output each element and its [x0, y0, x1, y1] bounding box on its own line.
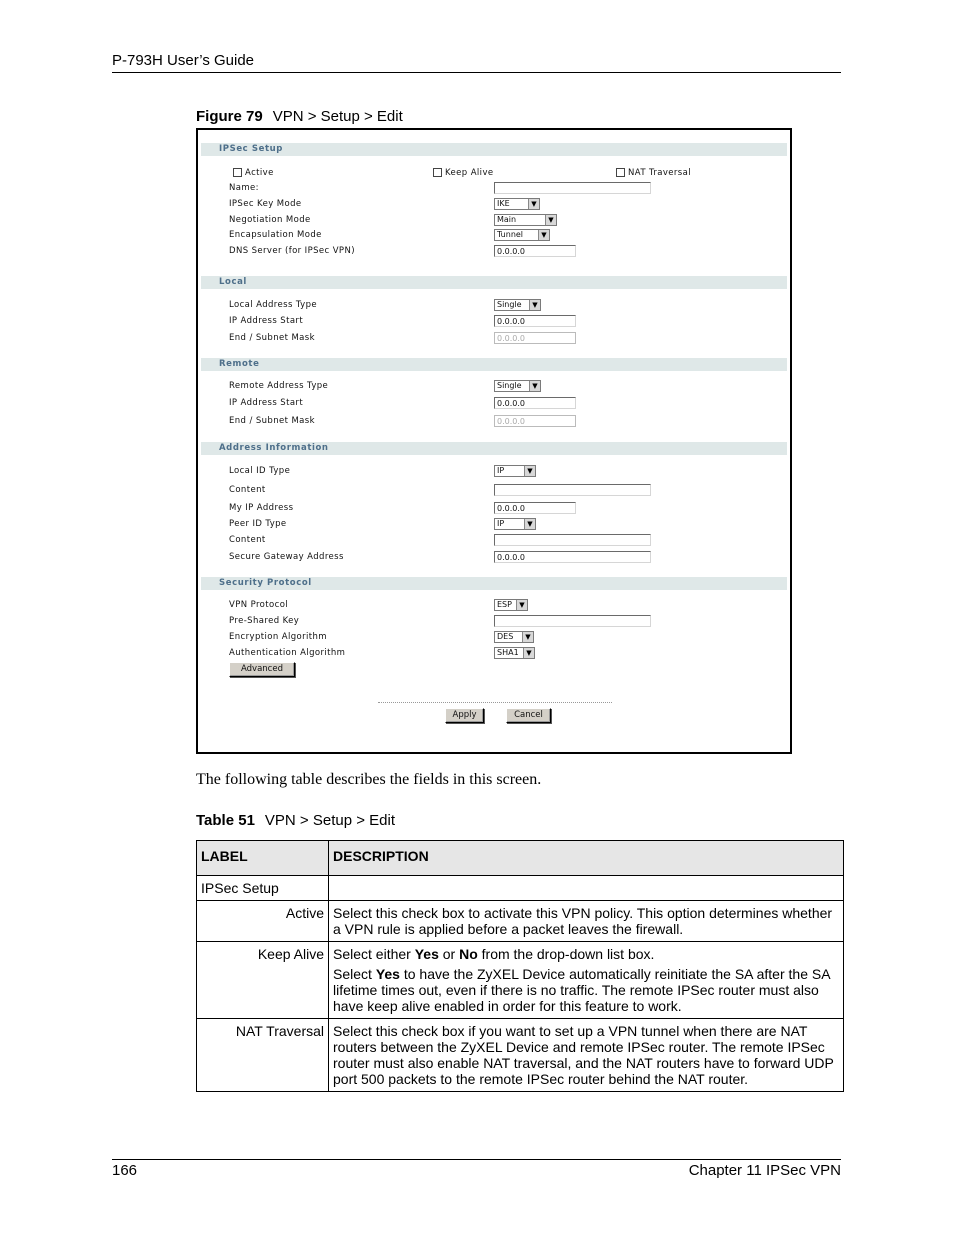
- row-description: Select this check box if you want to set up a VPN tunnel when there are NAT routers between the ZyXEL Device and remote IPSec router. The remote IPSec router must also enable NAT traversal, and the NAT routers have to forward UDP port 500 packets to the remote IPSec router behind the NAT router.: [329, 1019, 844, 1092]
- header-rule: [112, 72, 841, 73]
- remote-ip-start-input[interactable]: 0.0.0.0: [494, 397, 576, 409]
- table-title: VPN > Setup > Edit: [264, 812, 395, 829]
- vpn-protocol-select[interactable]: ESP ▼: [494, 599, 528, 611]
- dns-server-input[interactable]: 0.0.0.0: [494, 245, 576, 257]
- secure-gateway-input[interactable]: 0.0.0.0: [494, 551, 651, 563]
- table-row: [197, 942, 844, 1019]
- table-caption: [196, 812, 395, 829]
- local-content-label: Content: [229, 485, 266, 495]
- local-id-type-select[interactable]: IP ▼: [494, 465, 536, 477]
- header-description: DESCRIPTION: [329, 841, 844, 876]
- section-remote: Remote: [201, 358, 787, 371]
- encapsulation-mode-label: Encapsulation Mode: [229, 230, 322, 240]
- apply-button[interactable]: Apply: [445, 708, 484, 723]
- footer-rule: [112, 1159, 841, 1160]
- local-content-input[interactable]: [494, 484, 651, 496]
- peer-id-type-label: Peer ID Type: [229, 519, 287, 529]
- vpn-edit-screenshot: [196, 128, 792, 754]
- vpn-protocol-label: VPN Protocol: [229, 600, 289, 610]
- remote-address-type-select[interactable]: Single ▼: [494, 380, 541, 392]
- table-row: [197, 1019, 844, 1092]
- active-checkbox[interactable]: [233, 168, 242, 177]
- page-number: 166: [112, 1162, 138, 1179]
- chevron-down-icon: ▼: [524, 519, 535, 529]
- chevron-down-icon: ▼: [522, 632, 533, 642]
- peer-content-input[interactable]: [494, 534, 651, 546]
- key-mode-select[interactable]: IKE ▼: [494, 198, 540, 210]
- nat-traversal-label: NAT Traversal: [628, 168, 692, 178]
- table-row: [197, 901, 844, 942]
- chapter-title: Chapter 11 IPSec VPN: [688, 1162, 841, 1179]
- chevron-down-icon: ▼: [538, 230, 549, 240]
- figure-caption: [196, 108, 403, 125]
- chevron-down-icon: ▼: [529, 300, 540, 310]
- active-label: Active: [245, 168, 274, 178]
- running-header: P-793H User’s Guide: [112, 52, 255, 69]
- row-label: Active: [197, 901, 329, 942]
- row-label: Keep Alive: [197, 942, 329, 1019]
- row-description: Select either Yes or No from the drop-down list box. Select Yes to have the ZyXEL Device automatically reinitiate the SA after the SA lifetime times out, even if there is no traffic. The remote IPSec router must also have keep alive enabled in order for this feature to work.: [329, 942, 844, 1019]
- keep-alive-label: Keep Alive: [445, 168, 494, 178]
- pre-shared-key-input[interactable]: [494, 615, 651, 627]
- chevron-down-icon: ▼: [528, 199, 539, 209]
- name-input[interactable]: [494, 182, 651, 194]
- key-mode-label: IPSec Key Mode: [229, 199, 302, 209]
- secure-gateway-label: Secure Gateway Address: [229, 552, 344, 562]
- section-local: Local: [201, 276, 787, 289]
- row-label: NAT Traversal: [197, 1019, 329, 1092]
- my-ip-address-label: My IP Address: [229, 503, 294, 513]
- cancel-button[interactable]: Cancel: [506, 708, 551, 723]
- chevron-down-icon: ▼: [529, 381, 540, 391]
- encapsulation-mode-select[interactable]: Tunnel ▼: [494, 229, 550, 241]
- local-end-mask-input[interactable]: 0.0.0.0: [494, 332, 576, 344]
- remote-end-mask-label: End / Subnet Mask: [229, 416, 315, 426]
- chevron-down-icon: ▼: [523, 648, 534, 658]
- local-id-type-label: Local ID Type: [229, 466, 291, 476]
- authentication-algorithm-label: Authentication Algorithm: [229, 648, 346, 658]
- row-label: IPSec Setup: [197, 876, 329, 901]
- intro-text: The following table describes the fields in this screen.: [196, 771, 542, 788]
- field-description-table: [196, 840, 844, 1092]
- advanced-button[interactable]: Advanced: [229, 662, 295, 677]
- figure-label: Figure 79: [196, 108, 263, 125]
- section-address-information: Address Information: [201, 442, 787, 455]
- remote-end-mask-input[interactable]: 0.0.0.0: [494, 415, 576, 427]
- keep-alive-checkbox[interactable]: [433, 168, 442, 177]
- local-ip-start-input[interactable]: 0.0.0.0: [494, 315, 576, 327]
- name-label: Name:: [229, 183, 259, 193]
- section-ipsec-setup: IPSec Setup: [201, 143, 787, 156]
- header-label: LABEL: [197, 841, 329, 876]
- encryption-algorithm-label: Encryption Algorithm: [229, 632, 327, 642]
- chevron-down-icon: ▼: [524, 466, 535, 476]
- pre-shared-key-label: Pre-Shared Key: [229, 616, 300, 626]
- local-address-type-select[interactable]: Single ▼: [494, 299, 541, 311]
- figure-title: VPN > Setup > Edit: [272, 108, 403, 125]
- negotiation-mode-label: Negotiation Mode: [229, 215, 311, 225]
- encryption-algorithm-select[interactable]: DES ▼: [494, 631, 534, 643]
- local-end-mask-label: End / Subnet Mask: [229, 333, 315, 343]
- local-ip-start-label: IP Address Start: [229, 316, 304, 326]
- dns-server-label: DNS Server (for IPSec VPN): [229, 246, 355, 256]
- remote-ip-start-label: IP Address Start: [229, 398, 304, 408]
- table-label: Table 51: [196, 812, 255, 829]
- chevron-down-icon: ▼: [516, 600, 527, 610]
- local-address-type-label: Local Address Type: [229, 300, 318, 310]
- table-row: [197, 876, 844, 901]
- row-description: Select this check box to activate this VPN policy. This option determines whether a VPN rule is applied before a packet leaves the firewall.: [329, 901, 844, 942]
- nat-traversal-checkbox[interactable]: [616, 168, 625, 177]
- peer-content-label: Content: [229, 535, 266, 545]
- chevron-down-icon: ▼: [545, 215, 556, 225]
- section-security-protocol: Security Protocol: [201, 577, 787, 590]
- authentication-algorithm-select[interactable]: SHA1 ▼: [494, 647, 535, 659]
- negotiation-mode-select[interactable]: Main ▼: [494, 214, 557, 226]
- divider: [378, 702, 612, 703]
- peer-id-type-select[interactable]: IP ▼: [494, 518, 536, 530]
- remote-address-type-label: Remote Address Type: [229, 381, 329, 391]
- my-ip-address-input[interactable]: 0.0.0.0: [494, 502, 576, 514]
- row-description: [329, 876, 844, 901]
- table-header-row: [197, 841, 844, 876]
